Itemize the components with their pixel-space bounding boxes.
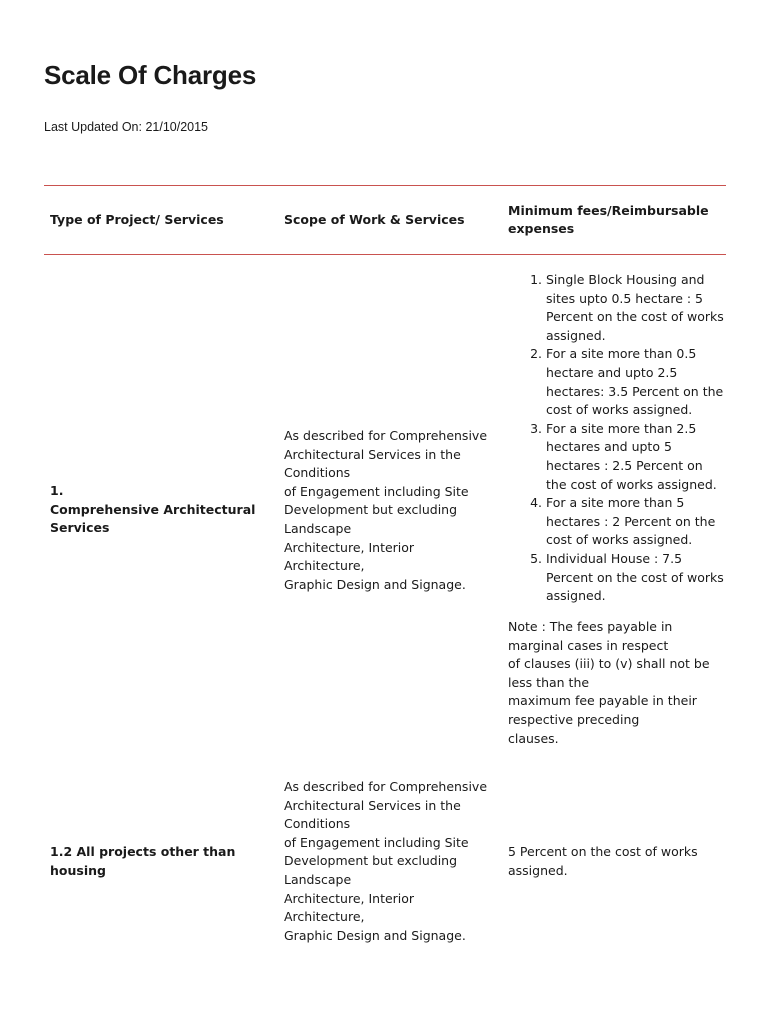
row1-scope-cell (284, 427, 499, 594)
row1-type-cell (50, 482, 275, 538)
table-header-divider (44, 254, 726, 255)
row2-scope-line: of Engagement including Site (284, 834, 469, 850)
row1-type-line: Comprehensive Architectural (50, 501, 256, 517)
row2-scope-line: As described for Comprehensive (284, 779, 488, 794)
row2-scope-cell (284, 778, 499, 945)
note-line: Note : The fees payable in (508, 619, 673, 634)
note-line: maximum fee payable in their (508, 693, 697, 709)
row2-scope-line: Development but excluding (284, 853, 458, 869)
row2-type-cell (50, 843, 270, 880)
row1-scope-line: of Engagement including Site (284, 483, 469, 499)
row1-scope-line: Architecture, (284, 558, 365, 574)
row1-scope-line: Architectural Services in the (284, 446, 461, 462)
row2-scope-line: Conditions (284, 816, 351, 832)
fees-list-item: 1. Single Block Housing and sites upto 0.5 hectare : 5 Percent on the cost of works assigned. (546, 271, 726, 345)
row1-type-line: Services (50, 520, 110, 536)
row2-fees-cell (508, 843, 723, 880)
note-line: less than the (508, 674, 590, 690)
note-line: marginal cases in respect (508, 637, 669, 653)
row1-scope-line: As described for Comprehensive (284, 428, 488, 443)
header-scope-of-work: Scope of Work & Services (284, 212, 465, 227)
fees-list-item: 3. For a site more than 2.5 hectares and upto 5 hectares : 2.5 Percent on the cost of works assigned. (546, 420, 726, 494)
note-line: clauses. (508, 730, 559, 746)
header-fees-line: expenses (508, 221, 575, 236)
row2-type-line: 1.2 All projects other than (50, 844, 236, 859)
row2-scope-line: Architectural Services in the (284, 797, 461, 813)
row2-type-line: housing (50, 862, 106, 878)
note-line: of clauses (iii) to (v) shall not be (508, 656, 710, 672)
row2-scope-line: Architecture, (284, 909, 365, 925)
page-title: Scale Of Charges (44, 60, 257, 90)
note-line: respective preceding (508, 711, 640, 727)
fees-list-item: 4. For a site more than 5 hectares : 2 Percent on the cost of works assigned. (546, 494, 726, 550)
fees-list-item: 2. For a site more than 0.5 hectare and upto 2.5 hectares: 3.5 Percent on the cost of works assigned. (546, 345, 726, 419)
row2-fees-line: 5 Percent on the cost of works (508, 844, 698, 859)
row1-fees-list (508, 271, 726, 606)
row1-scope-line: Architecture, Interior (284, 539, 415, 555)
row1-scope-line: Graphic Design and Signage. (284, 576, 466, 592)
last-updated-date: Last Updated On: 21/10/2015 (44, 120, 209, 134)
row2-fees-line: assigned. (508, 862, 568, 878)
header-minimum-fees (508, 202, 728, 238)
row1-scope-line: Development but excluding (284, 502, 458, 518)
row1-scope-line: Conditions (284, 465, 351, 481)
row2-scope-line: Architecture, Interior (284, 890, 415, 906)
fees-list-item: 5. Individual House : 7.5 Percent on the cost of works assigned. (546, 550, 726, 606)
row1-type-line: 1. (50, 483, 64, 498)
row1-fees-note (508, 618, 723, 748)
header-fees-line: Minimum fees/Reimbursable (508, 203, 709, 218)
row2-scope-line: Graphic Design and Signage. (284, 927, 466, 943)
row2-scope-line: Landscape (284, 871, 352, 887)
row1-scope-line: Landscape (284, 520, 352, 536)
table-top-divider (44, 185, 726, 186)
header-type-of-project: Type of Project/ Services (50, 212, 224, 227)
